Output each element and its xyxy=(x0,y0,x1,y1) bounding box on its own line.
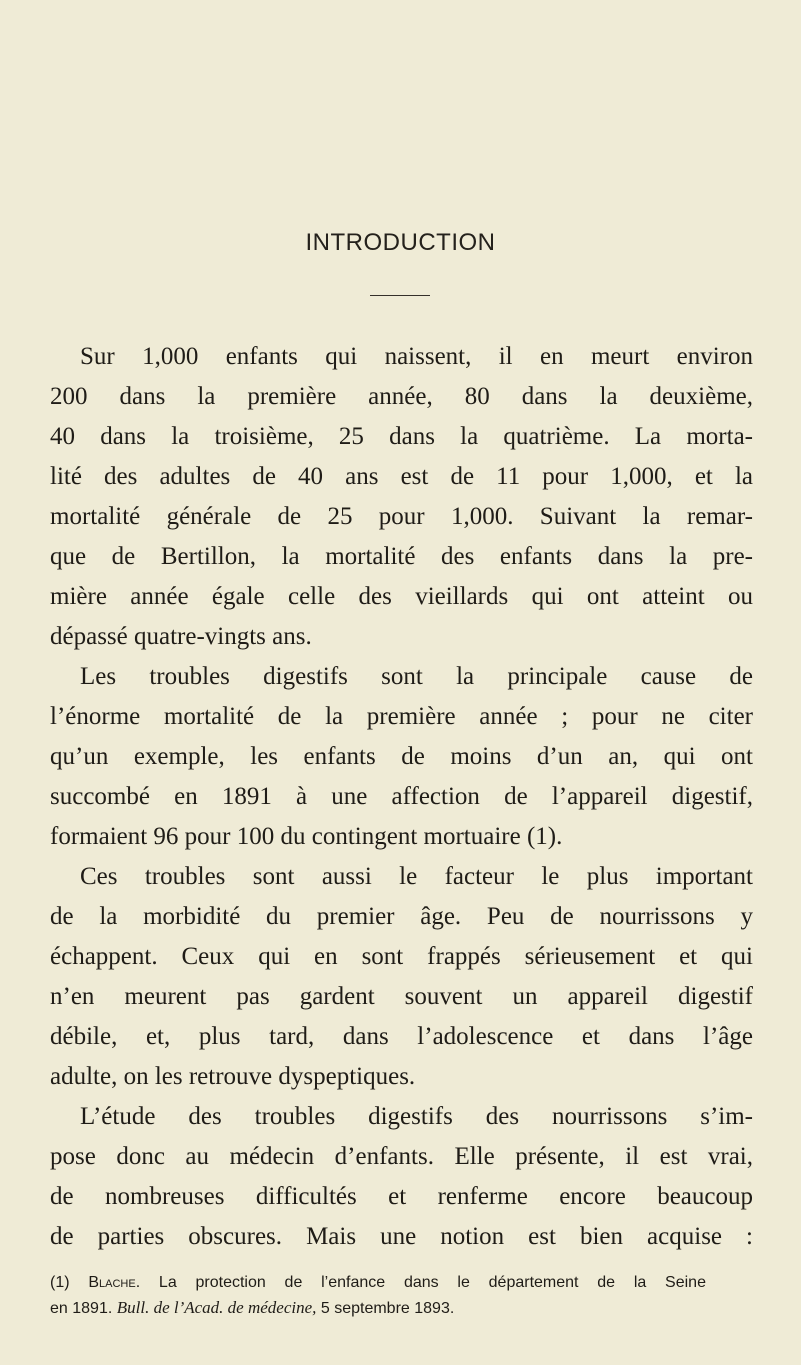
footnote-marker: (1) xyxy=(50,1274,70,1291)
text-line: formaient 96 pour 100 du contingent mortuaire (1). xyxy=(50,823,563,850)
chapter-title: INTRODUCTION xyxy=(305,229,496,256)
text-line: pose donc au médecin d’enfants. Elle présente, il est vrai, xyxy=(50,1143,753,1170)
text-line: mière année égale celle des vieillards qui ont atteint ou xyxy=(50,583,753,610)
text-line: Ces troubles sont aussi le facteur le plus important xyxy=(80,863,753,890)
text-line: n’en meurent pas gardent souvent un appareil digestif xyxy=(50,983,753,1010)
text-line: débile, et, plus tard, dans l’adolescence et dans l’âge xyxy=(50,1023,753,1050)
footnote-text: La protection de l’enfance dans le département de la Seine xyxy=(158,1274,706,1291)
text-line: qu’un exemple, les enfants de moins d’un an, qui ont xyxy=(50,743,753,770)
text-line: dépassé quatre-vingts ans. xyxy=(50,623,312,650)
text-line: adulte, on les retrouve dyspeptiques. xyxy=(50,1063,416,1090)
footnote-author: Blache. xyxy=(88,1274,141,1291)
text-line: succombé en 1891 à une affection de l’appareil digestif, xyxy=(50,783,753,810)
text-line: de la morbidité du premier âge. Peu de nourrissons y xyxy=(50,903,753,930)
footnote-date: 5 septembre 1893. xyxy=(320,1300,455,1317)
footnote-line xyxy=(50,1298,750,1319)
footnote-year: en 1891. xyxy=(50,1300,113,1317)
text-line: l’énorme mortalité de la première année ; pour ne citer xyxy=(50,703,753,730)
text-line: de nombreuses difficultés et renferme encore beaucoup xyxy=(50,1183,753,1210)
text-line: Les troubles digestifs sont la principale cause de xyxy=(80,663,753,690)
text-line: L’étude des troubles digestifs des nourrissons s’im- xyxy=(80,1103,753,1130)
text-line: que de Bertillon, la mortalité des enfants dans la pre- xyxy=(50,543,753,570)
text-line: Sur 1,000 enfants qui naissent, il en meurt environ xyxy=(80,343,753,370)
text-line: de parties obscures. Mais une notion est bien acquise : xyxy=(50,1223,753,1250)
text-line: 40 dans la troisième, 25 dans la quatrième. La morta- xyxy=(50,423,753,450)
text-line: 200 dans la première année, 80 dans la deuxième, xyxy=(50,383,753,410)
footnote-journal: Bull. de l’Acad. de médecine, xyxy=(116,1298,317,1317)
footnote-line xyxy=(50,1273,706,1293)
text-line: échappent. Ceux qui en sont frappés sérieusement et qui xyxy=(50,943,753,970)
text-line: lité des adultes de 40 ans est de 11 pour 1,000, et la xyxy=(50,463,753,490)
title-underline xyxy=(370,295,430,296)
text-line: mortalité générale de 25 pour 1,000. Suivant la remar- xyxy=(50,503,753,530)
